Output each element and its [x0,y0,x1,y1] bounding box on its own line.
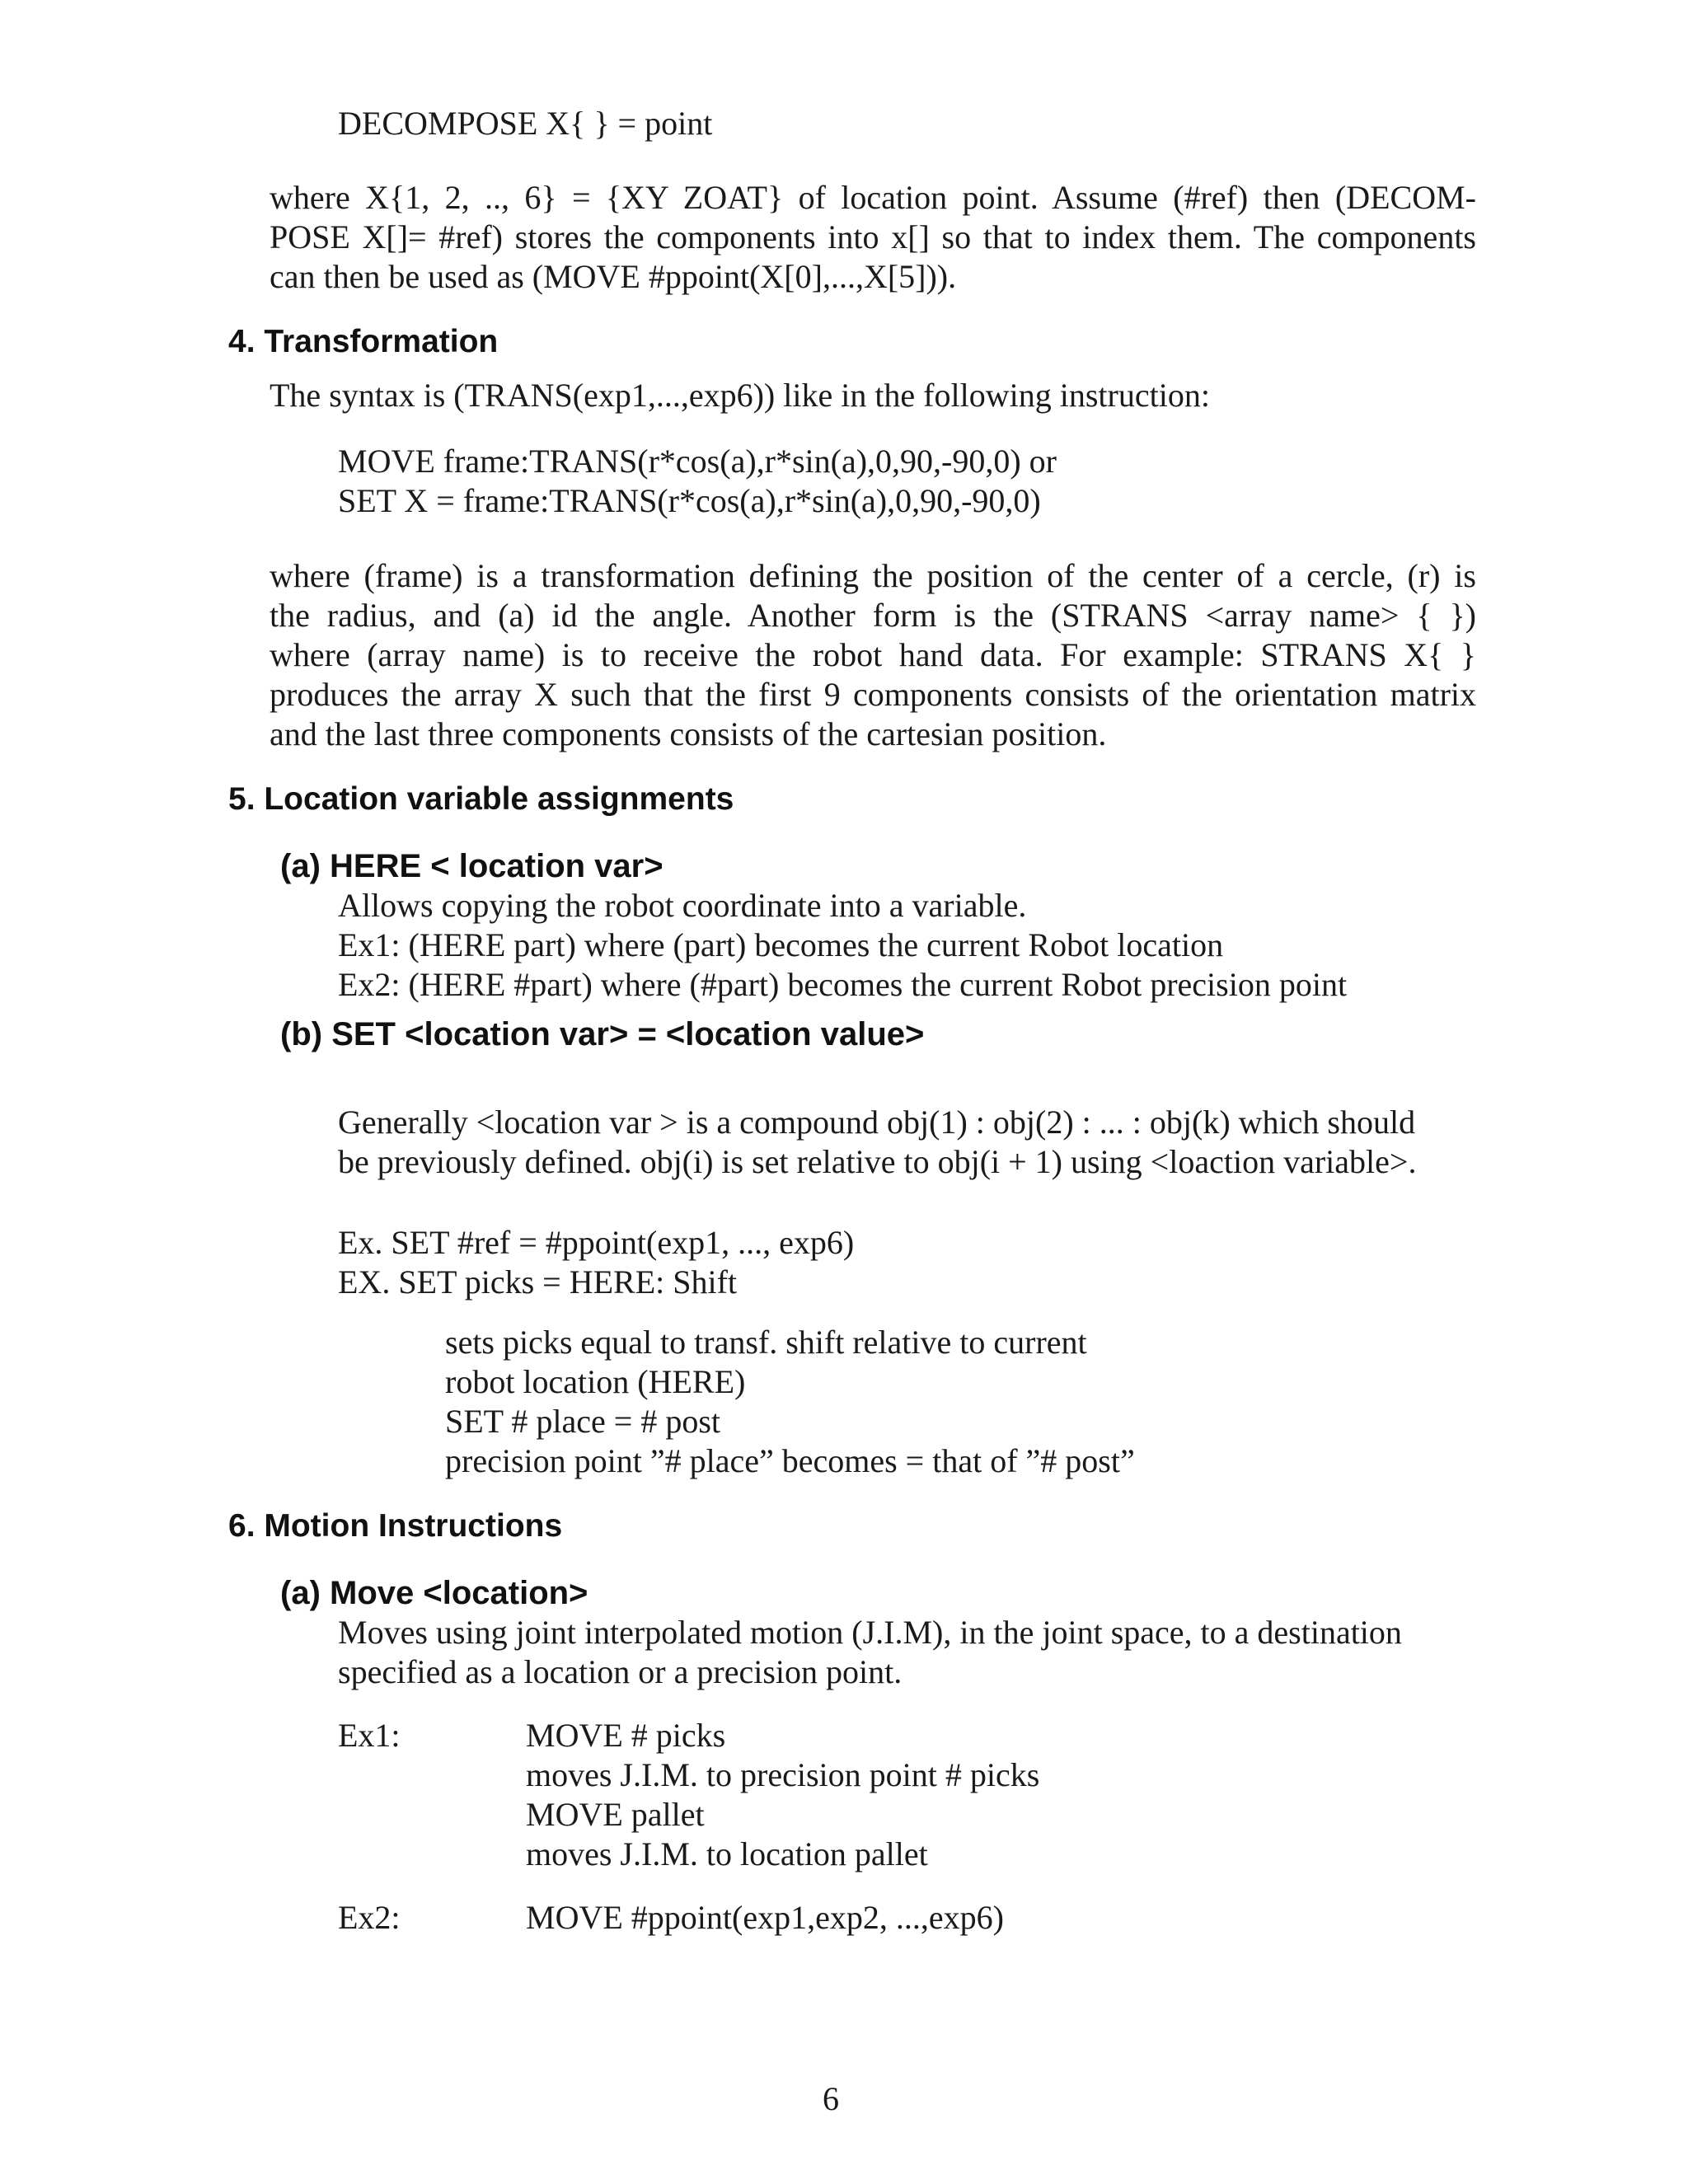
section-5b-heading: (b) SET <location var> = <location value> [280,1016,925,1052]
section-5a-heading: (a) HERE < location var> [280,848,663,884]
section-5b-line-2: be previously defined. obj(i) is set relative to obj(i + 1) using <loaction variable>. [338,1143,1417,1180]
ex1-line-4: moves J.I.M. to location pallet [526,1835,928,1872]
section-4-heading: 4. Transformation [228,324,499,359]
section-5-heading: 5. Location variable assignments [228,781,734,817]
section-4-para-line-1: where (frame) is a transformation defining the position of the center of a cercle, (r) is [270,557,1476,594]
ex1-line-3: MOVE pallet [526,1796,705,1833]
ex1-line-1: MOVE # picks [526,1717,726,1754]
section-5b-example-2: EX. SET picks = HERE: Shift [338,1263,738,1301]
ex2-line: MOVE #ppoint(exp1,exp2, ...,exp6) [526,1899,1004,1936]
section-5a-line-1: Allows copying the robot coordinate into a variable. [338,887,1027,924]
section-6a-heading: (a) Move <location> [280,1575,588,1611]
para1-line-2: POSE X[]= #ref) stores the components into x[] so that to index them. The components [270,218,1476,255]
section-5a-line-2: Ex1: (HERE part) where (part) becomes the current Robot location [338,926,1224,963]
section-4-para-line-2: the radius, and (a) id the angle. Another form is the (STRANS <array name> { }) [270,597,1476,634]
section-5b-example-1: Ex. SET #ref = #ppoint(exp1, ..., exp6) [338,1224,855,1261]
section-4-para-line-5: and the last three components consists of the cartesian position. [270,715,1107,752]
section-4-code-2: SET X = frame:TRANS(r*cos(a),r*sin(a),0,90,-90,0) [338,482,1041,519]
section-4-para-line-3: where (array name) is to receive the robot hand data. For example: STRANS X{ } [270,636,1476,673]
section-4-syntax: The syntax is (TRANS(exp1,...,exp6)) like in the following instruction: [270,377,1210,414]
para1-line-1: where X{1, 2, .., 6} = {XY ZOAT} of location point. Assume (#ref) then (DECOM- [270,179,1476,216]
section-5b-note-4: precision point ”# place” becomes = that of ”# post” [445,1442,1135,1479]
ex2-label: Ex2: [338,1899,401,1936]
section-5b-note-2: robot location (HERE) [445,1363,746,1400]
section-5b-note-3: SET # place = # post [445,1403,721,1440]
para1-line-3: can then be used as (MOVE #ppoint(X[0],...,X[5])). [270,258,957,295]
section-4-para-line-4: produces the array X such that the first 9 components consists of the orientation matrix [270,676,1476,713]
section-6a-line-2: specified as a location or a precision point. [338,1653,903,1690]
section-6a-line-1: Moves using joint interpolated motion (J.I.M), in the joint space, to a destination [338,1614,1402,1651]
ex1-line-2: moves J.I.M. to precision point # picks [526,1756,1040,1793]
section-6-heading: 6. Motion Instructions [228,1508,563,1544]
section-4-code-1: MOVE frame:TRANS(r*cos(a),r*sin(a),0,90,-90,0) or [338,443,1057,480]
section-5b-line-1: Generally <location var > is a compound obj(1) : obj(2) : ... : obj(k) which should [338,1104,1416,1141]
section-5a-line-3: Ex2: (HERE #part) where (#part) becomes the current Robot precision point [338,966,1348,1003]
ex1-label: Ex1: [338,1717,401,1754]
section-5b-note-1: sets picks equal to transf. shift relative to current [445,1324,1087,1361]
decompose-line: DECOMPOSE X{ } = point [338,105,713,142]
page-number: 6 [823,2080,839,2117]
